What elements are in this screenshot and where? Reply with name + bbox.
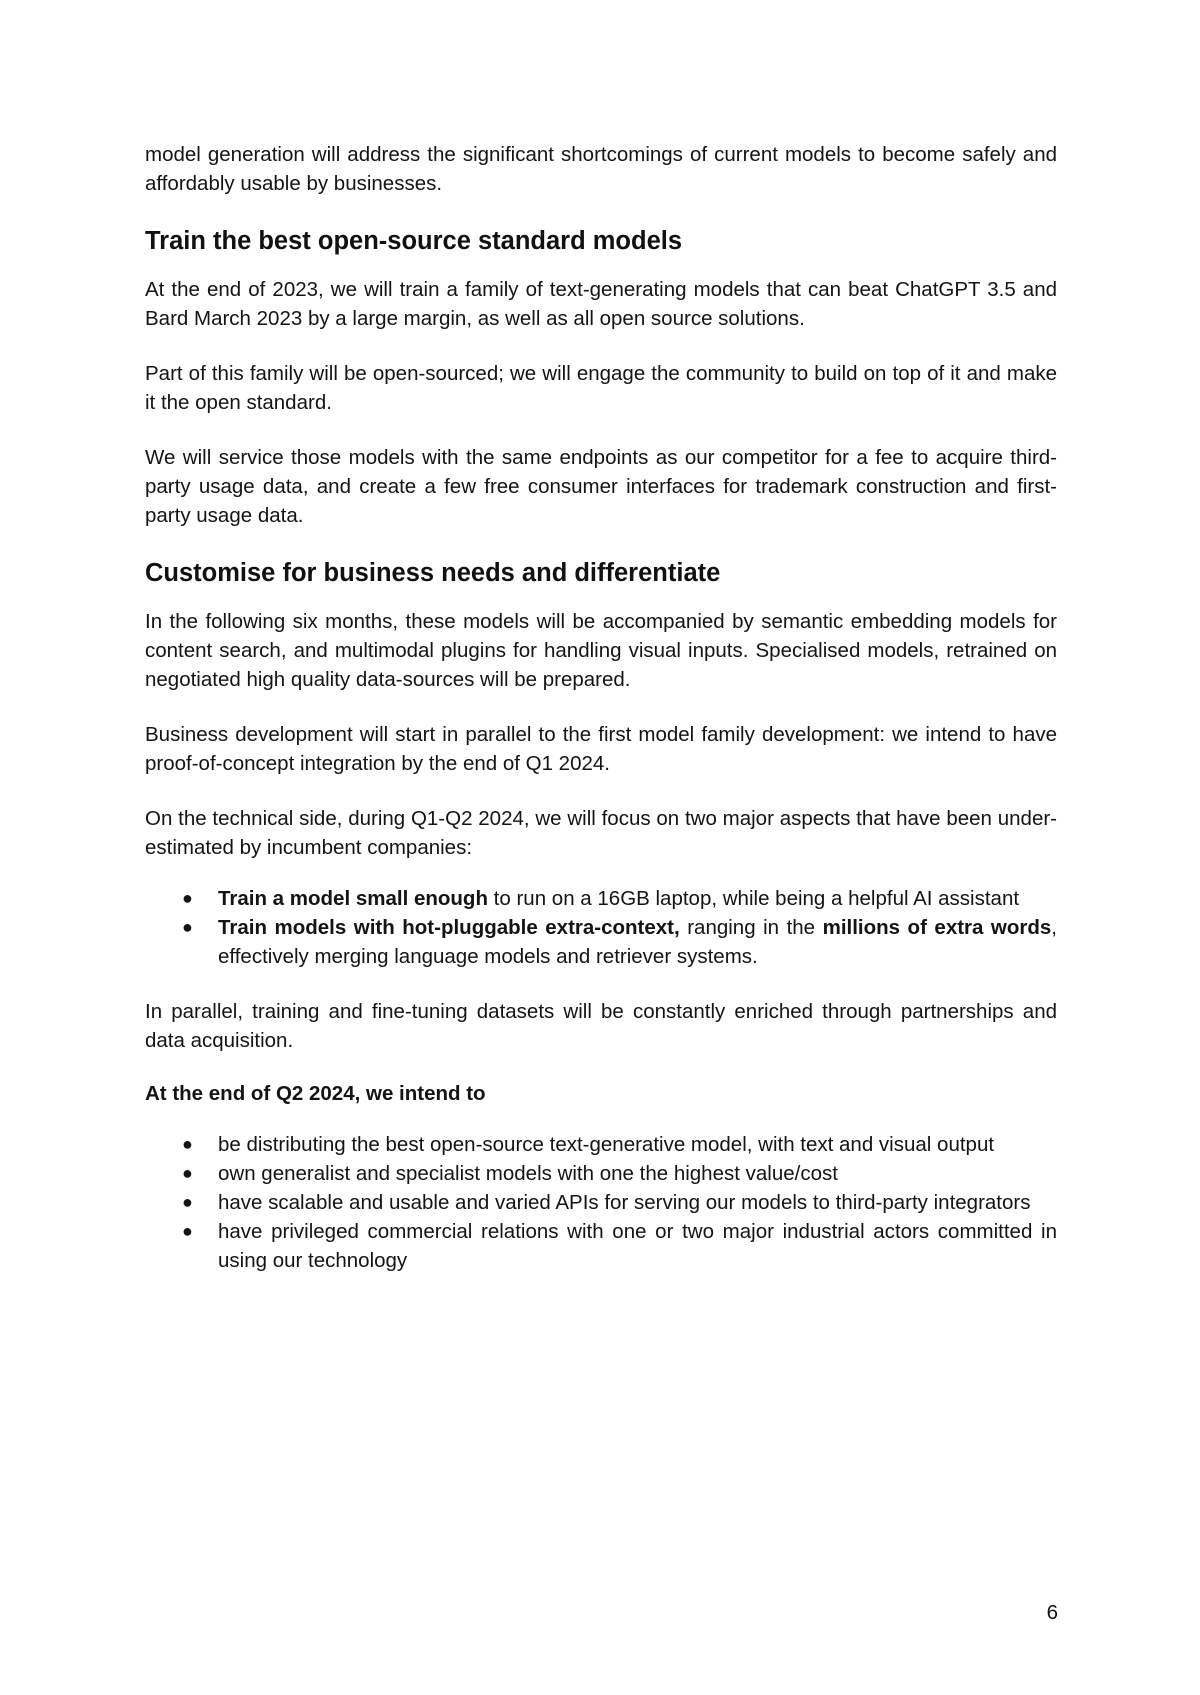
bullet-icon: ●: [182, 888, 193, 908]
list-item: [182, 1188, 1057, 1217]
paragraph: Business development will start in parallel to the first model family development: we intend to have proof-of-concept integration by the end of Q1 2024.: [145, 723, 1057, 775]
list-item-text: , effectively merging language models and retriever systems.: [218, 916, 1057, 968]
list-item-text: have scalable and usable and varied APIs for serving our models to third-party integrators: [218, 1191, 1031, 1214]
subheading-q2-2024: At the end of Q2 2024, we intend to: [145, 1082, 486, 1105]
list-item: [182, 1130, 1057, 1159]
list-item-bold: Train models with hot-pluggable extra-context,: [218, 916, 680, 939]
list-item-text: ranging in the: [679, 916, 823, 939]
list-item-text: own generalist and specialist models with one the highest value/cost: [218, 1162, 838, 1185]
paragraph: On the technical side, during Q1-Q2 2024, we will focus on two major aspects that have been under-estimated by incumbent companies:: [145, 807, 1057, 859]
list-item-text: to run on a 16GB laptop, while being a helpful AI assistant: [487, 887, 1020, 910]
bullet-icon: ●: [182, 1134, 193, 1154]
paragraph: At the end of 2023, we will train a family of text-generating models that can beat ChatGPT 3.5 and Bard March 2023 by a large margin, as well as all open source solutions.: [145, 278, 1057, 330]
paragraph: Part of this family will be open-sourced; we will engage the community to build on top of it and make it the open standard.: [145, 362, 1057, 414]
document-page: [145, 140, 1057, 1275]
bullet-icon: ●: [182, 917, 193, 937]
list-item-bold: Train a model small enough: [218, 887, 488, 910]
bullet-icon: ●: [182, 1192, 193, 1212]
list-item-text: be distributing the best open-source text-generative model, with text and visual output: [218, 1133, 995, 1156]
intro-paragraph: model generation will address the significant shortcomings of current models to become safely and affordably usable by businesses.: [145, 143, 1057, 195]
bullet-icon: ●: [182, 1221, 193, 1241]
section-heading-customise: Customise for business needs and differentiate: [145, 559, 721, 587]
page-number: 6: [1046, 1601, 1058, 1624]
q2-goals-list: [145, 1130, 1057, 1275]
list-item: [182, 884, 1057, 913]
paragraph: We will service those models with the same endpoints as our competitor for a fee to acquire third-party usage data, and create a few free consumer interfaces for trademark construction and first-party usage data.: [145, 446, 1057, 527]
list-item-text: have privileged commercial relations with one or two major industrial actors committed in using our technology: [218, 1220, 1057, 1272]
list-item: [182, 1217, 1057, 1275]
paragraph: In the following six months, these models will be accompanied by semantic embedding models for content search, and multimodal plugins for handling visual inputs. Specialised models, retrained on negotiated high quality data-sources will be prepared.: [145, 610, 1057, 691]
paragraph: In parallel, training and fine-tuning datasets will be constantly enriched through partnerships and data acquisition.: [145, 1000, 1057, 1052]
bullet-icon: ●: [182, 1163, 193, 1183]
technical-focus-list: [145, 884, 1057, 971]
list-item: [182, 1159, 1057, 1188]
list-item-bold: millions of extra words: [822, 916, 1052, 939]
section-heading-train-models: Train the best open-source standard models: [145, 227, 683, 255]
list-item: [182, 913, 1057, 971]
